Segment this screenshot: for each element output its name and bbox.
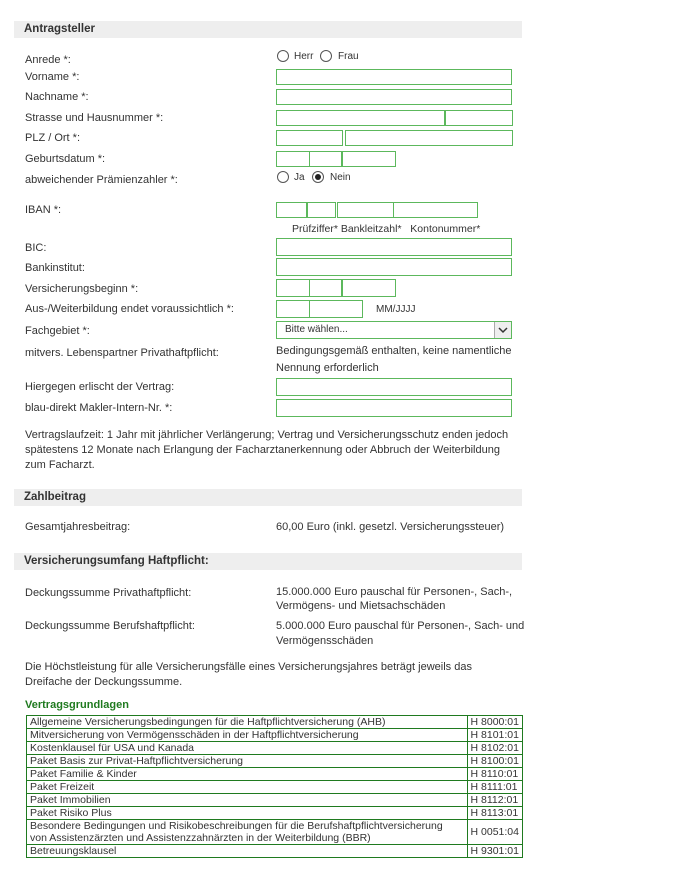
praemienzahler-label: abweichender Prämienzahler *: — [25, 174, 178, 186]
weiterbildung-monat-input[interactable] — [276, 300, 310, 318]
table-cell-name: Paket Basis zur Privat-Haftpflichtversicherung — [27, 755, 468, 768]
berufshaftpflicht-label: Deckungssumme Berufshaftpflicht: — [25, 620, 195, 632]
plz-label: PLZ / Ort *: — [25, 132, 81, 144]
bic-input[interactable] — [276, 238, 512, 256]
privathaftpflicht-text-2: Vermögens- und Mietsachschäden — [276, 600, 446, 612]
table-row — [27, 729, 523, 742]
hoechstleistung-line-1: Die Höchstleistung für alle Versicherungsfälle eines Versicherungsjahres beträgt jeweils das — [25, 661, 472, 673]
table-row — [27, 768, 523, 781]
bankinstitut-input[interactable] — [276, 258, 512, 276]
fachgebiet-select-value: Bitte wählen... — [285, 324, 348, 335]
berufshaftpflicht-text-2: Vermögensschäden — [276, 635, 374, 647]
weiterbildung-jahr-input[interactable] — [309, 300, 363, 318]
table-row — [27, 807, 523, 820]
privathaftpflicht-label: Deckungssumme Privathaftpflicht: — [25, 587, 192, 599]
table-cell-name: Paket Risiko Plus — [27, 807, 468, 820]
bankinstitut-label: Bankinstitut: — [25, 262, 85, 274]
table-cell-name: Paket Immobilien — [27, 794, 468, 807]
radio-frau-label: Frau — [338, 51, 359, 62]
chevron-down-icon[interactable] — [494, 322, 511, 338]
table-row — [27, 742, 523, 755]
strasse-input[interactable] — [276, 110, 445, 126]
table-cell-name: Kostenklausel für USA und Kanada — [27, 742, 468, 755]
table-cell-name: Paket Familie & Kinder — [27, 768, 468, 781]
table-row — [27, 755, 523, 768]
vertragsgrundlagen-table — [26, 715, 523, 858]
nachname-label: Nachname *: — [25, 91, 89, 103]
mmjjjj-hint: MM/JJJJ — [376, 304, 416, 315]
table-cell-code: H 8101:01 — [467, 729, 522, 742]
section-versicherungsumfang: Versicherungsumfang Haftpflicht: — [14, 553, 522, 570]
vertragslaufzeit-line-3: zum Facharzt. — [25, 459, 95, 471]
vertragsgrundlagen-title: Vertragsgrundlagen — [25, 699, 129, 711]
geburtsdatum-monat-input[interactable] — [309, 151, 342, 167]
radio-nein-label: Nein — [330, 172, 351, 183]
versicherungsbeginn-monat-input[interactable] — [309, 279, 342, 297]
lebenspartner-text-2: Nennung erforderlich — [276, 362, 379, 374]
iban-hints: Prüfziffer* Bankleitzahl* Kontonummer* — [292, 223, 481, 235]
table-cell-name: Mitversicherung von Vermögensschäden in der Haftpflichtversicherung — [27, 729, 468, 742]
vertragslaufzeit-line-1: Vertragslaufzeit: 1 Jahr mit jährlicher Verlängerung; Vertrag und Versicherungsschutz enden jedoch — [25, 429, 509, 441]
plz-input[interactable] — [276, 130, 343, 146]
table-cell-code: H 8110:01 — [467, 768, 522, 781]
fachgebiet-label: Fachgebiet *: — [25, 325, 90, 337]
table-cell-code: H 8102:01 — [467, 742, 522, 755]
erlischt-label: Hiergegen erlischt der Vertrag: — [25, 381, 175, 393]
radio-ja[interactable] — [277, 171, 289, 183]
radio-herr[interactable] — [277, 50, 289, 62]
table-cell-code: H 8100:01 — [467, 755, 522, 768]
iban-label: IBAN *: — [25, 204, 62, 216]
table-cell-code: H 8112:01 — [467, 794, 522, 807]
vertragslaufzeit-line-2: spätestens 12 Monate nach Erlangung der Facharztanerkennung oder Abbruch der Weiterbildung — [25, 444, 500, 456]
table-row — [27, 716, 523, 729]
fachgebiet-select[interactable] — [276, 321, 512, 339]
bic-label: BIC: — [25, 242, 47, 254]
geburtsdatum-tag-input[interactable] — [276, 151, 310, 167]
iban-bankleitzahl-input[interactable] — [337, 202, 394, 218]
iban-laendercode-input[interactable] — [276, 202, 307, 218]
versicherungsbeginn-jahr-input[interactable] — [342, 279, 396, 297]
lebenspartner-text-1: Bedingungsgemäß enthalten, keine namentliche — [276, 345, 512, 357]
table-row — [27, 845, 523, 858]
table-row — [27, 781, 523, 794]
ort-input[interactable] — [345, 130, 513, 146]
versicherungsbeginn-label: Versicherungsbeginn *: — [25, 283, 139, 295]
table-cell-name — [27, 820, 468, 845]
vorname-label: Vorname *: — [25, 71, 80, 83]
radio-nein[interactable] — [312, 171, 324, 183]
table-cell-code: H 8111:01 — [467, 781, 522, 794]
table-cell-name: Betreuungsklausel — [27, 845, 468, 858]
table-cell-name-line-1: Besondere Bedingungen und Risikobeschreibungen für die Berufshaftpflichtversicherung — [30, 820, 443, 832]
table-cell-name-line-2: von Assistenzärzten und Assistenzzahnärzten in der Weiterbildung (BBR) — [30, 832, 371, 844]
geburtsdatum-label: Geburtsdatum *: — [25, 153, 106, 165]
iban-kontonummer-input[interactable] — [393, 202, 478, 218]
table-cell-name: Allgemeine Versicherungsbedingungen für die Haftpflichtversicherung (AHB) — [27, 716, 468, 729]
section-antragsteller: Antragsteller — [14, 21, 522, 38]
weiterbildung-label: Aus-/Weiterbildung endet voraussichtlich *: — [25, 303, 234, 315]
table-cell-code: H 9301:01 — [467, 845, 522, 858]
makler-input[interactable] — [276, 399, 512, 417]
anrede-label: Anrede *: — [25, 54, 71, 66]
makler-label: blau-direkt Makler-Intern-Nr. *: — [25, 402, 173, 414]
radio-herr-label: Herr — [294, 51, 314, 62]
table-cell-name: Paket Freizeit — [27, 781, 468, 794]
table-row — [27, 820, 523, 845]
strasse-label: Strasse und Hausnummer *: — [25, 112, 164, 124]
erlischt-input[interactable] — [276, 378, 512, 396]
table-cell-code: H 0051:04 — [467, 820, 522, 845]
versicherungsbeginn-tag-input[interactable] — [276, 279, 310, 297]
lebenspartner-label: mitvers. Lebenspartner Privathaftpflicht: — [25, 347, 219, 359]
vorname-input[interactable] — [276, 69, 512, 85]
iban-pruefziffer-input[interactable] — [307, 202, 336, 218]
hausnummer-input[interactable] — [445, 110, 513, 126]
radio-ja-label: Ja — [294, 172, 305, 183]
table-cell-code: H 8113:01 — [467, 807, 522, 820]
berufshaftpflicht-text-1: 5.000.000 Euro pauschal für Personen-, Sach- und — [276, 620, 525, 632]
hoechstleistung-line-2: Dreifache der Deckungssumme. — [25, 676, 183, 688]
radio-frau[interactable] — [320, 50, 332, 62]
nachname-input[interactable] — [276, 89, 512, 105]
table-row — [27, 794, 523, 807]
section-zahlbeitrag: Zahlbeitrag — [14, 489, 522, 506]
gesamtjahresbeitrag-label: Gesamtjahresbeitrag: — [25, 521, 131, 533]
geburtsdatum-jahr-input[interactable] — [342, 151, 396, 167]
table-cell-code: H 8000:01 — [467, 716, 522, 729]
gesamtjahresbeitrag-value: 60,00 Euro (inkl. gesetzl. Versicherungssteuer) — [276, 521, 505, 533]
privathaftpflicht-text-1: 15.000.000 Euro pauschal für Personen-, Sach-, — [276, 586, 513, 598]
